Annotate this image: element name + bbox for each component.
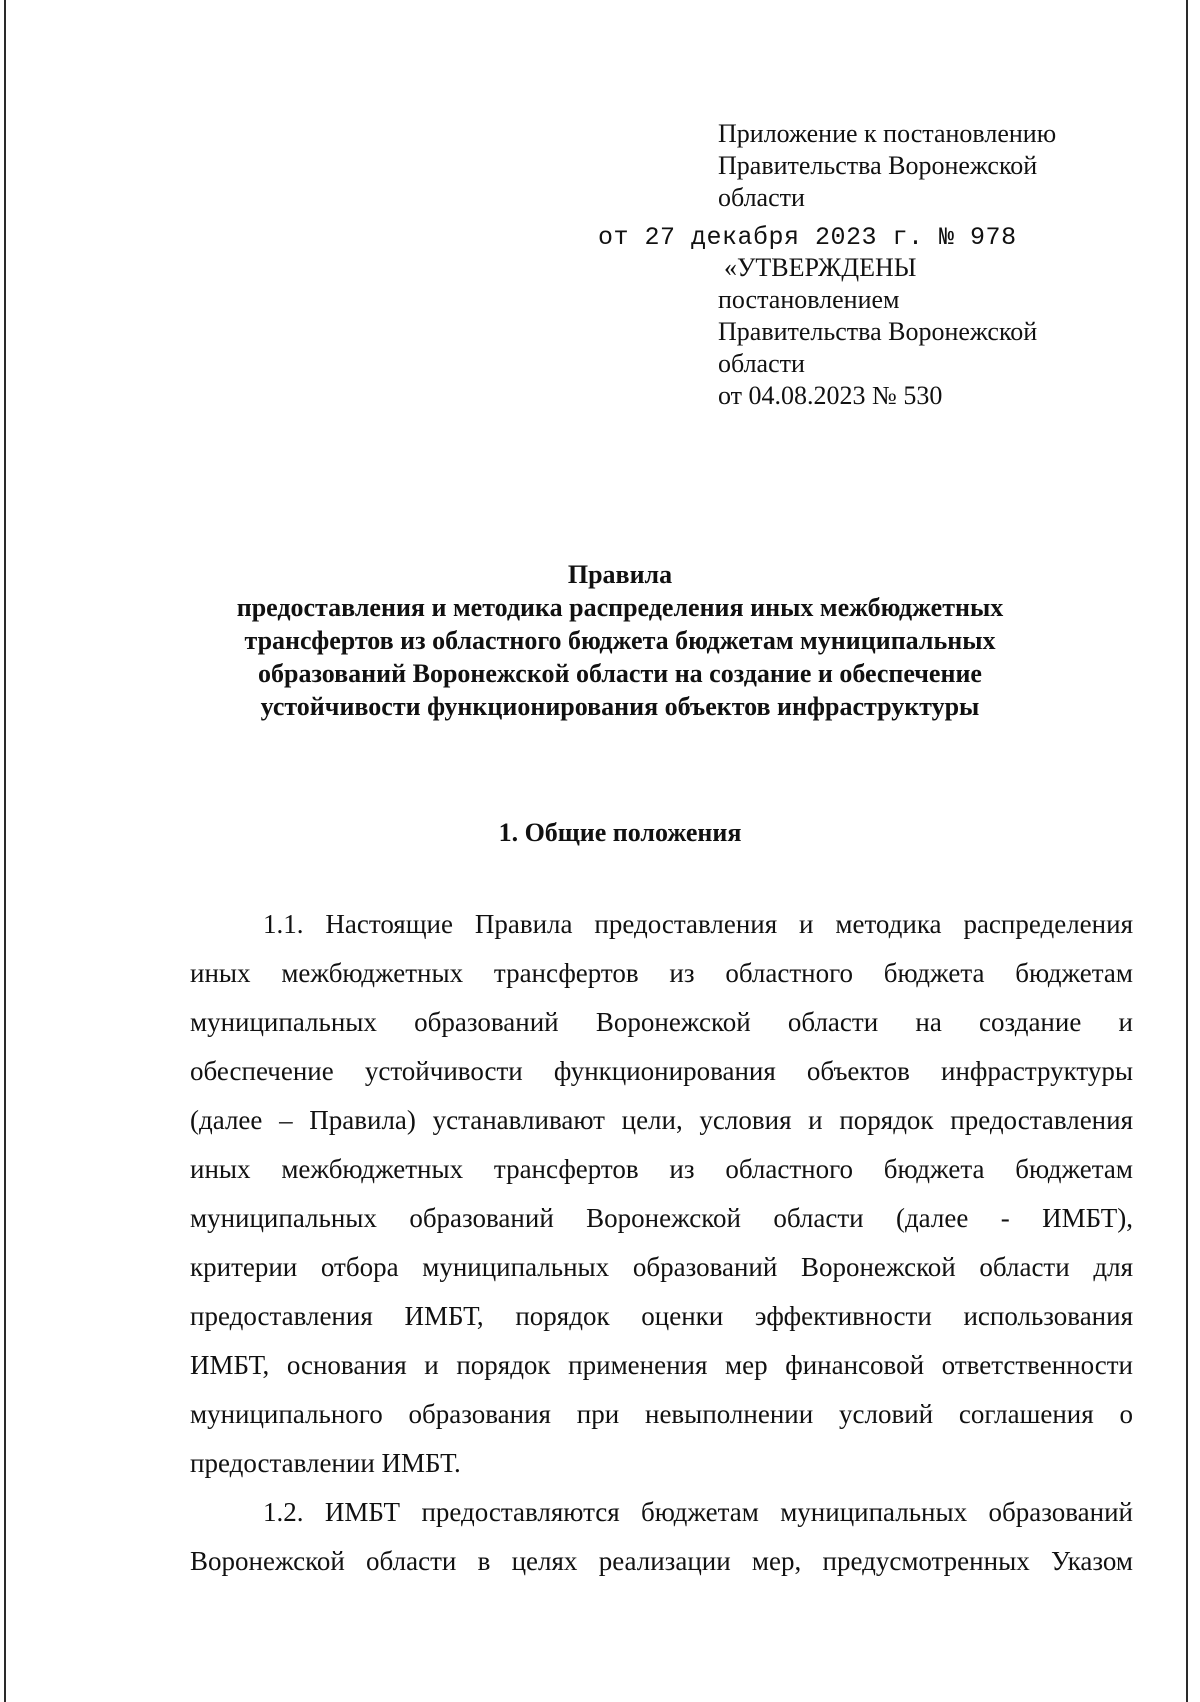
scan-edge-left	[4, 0, 6, 1702]
title-line: устойчивости функционирования объектов инфраструктуры	[260, 692, 980, 721]
approval-line: постановлением	[718, 285, 900, 314]
approval-line: от 04.08.2023 № 530	[718, 381, 943, 410]
paragraph-line: обеспечение устойчивости функционирования объектов инфраструктуры	[190, 1056, 1133, 1086]
paragraph-line: предоставлении ИМБТ.	[190, 1448, 461, 1478]
paragraph-line: 1.1. Настоящие Правила предоставления и методика распределения	[263, 909, 1133, 939]
appendix-line: области	[718, 183, 805, 212]
paragraph-line: критерии отбора муниципальных образований Воронежской области для	[190, 1252, 1133, 1282]
approval-line: области	[718, 349, 805, 378]
paragraph-line: муниципальных образований Воронежской области (далее - ИМБТ),	[190, 1203, 1133, 1233]
paragraph-line: Воронежской области в целях реализации мер, предусмотренных Указом	[190, 1546, 1133, 1576]
title-line: предоставления и методика распределения иных межбюджетных	[236, 593, 1004, 622]
title-line: трансфертов из областного бюджета бюджетам муниципальных	[244, 626, 996, 655]
registration-stamp: от 27 декабря 2023 г. № 978	[598, 223, 1017, 252]
approval-block	[718, 252, 1158, 412]
document-title	[190, 558, 1050, 723]
paragraph-line: иных межбюджетных трансфертов из областного бюджета бюджетам	[190, 1154, 1133, 1184]
appendix-line: Приложение к постановлению	[718, 119, 1057, 148]
paragraph-line: (далее – Правила) устанавливают цели, условия и порядок предоставления	[190, 1105, 1133, 1135]
paragraph-line: муниципальных образований Воронежской области на создание и	[190, 1007, 1133, 1037]
paragraph-line: муниципального образования при невыполнении условий соглашения о	[190, 1399, 1133, 1429]
paragraph-line: ИМБТ, основания и порядок применения мер финансовой ответственности	[190, 1350, 1133, 1380]
appendix-line: Правительства Воронежской	[718, 151, 1038, 180]
scan-edge-right	[1186, 0, 1188, 1702]
approval-line: Правительства Воронежской	[718, 317, 1038, 346]
paragraph-line: предоставления ИМБТ, порядок оценки эффективности использования	[190, 1301, 1133, 1331]
appendix-note	[718, 118, 1158, 214]
title-line: Правила	[567, 560, 673, 589]
paragraph-1-1	[190, 900, 1133, 1488]
section-heading: 1. Общие положения	[498, 818, 742, 847]
paragraph-1-2	[190, 1488, 1133, 1586]
approval-line: «УТВЕРЖДЕНЫ	[724, 253, 917, 282]
title-line: образований Воронежской области на создание и обеспечение	[258, 659, 982, 688]
paragraph-line: 1.2. ИМБТ предоставляются бюджетам муниципальных образований	[263, 1497, 1133, 1527]
paragraph-line: иных межбюджетных трансфертов из областного бюджета бюджетам	[190, 958, 1133, 988]
